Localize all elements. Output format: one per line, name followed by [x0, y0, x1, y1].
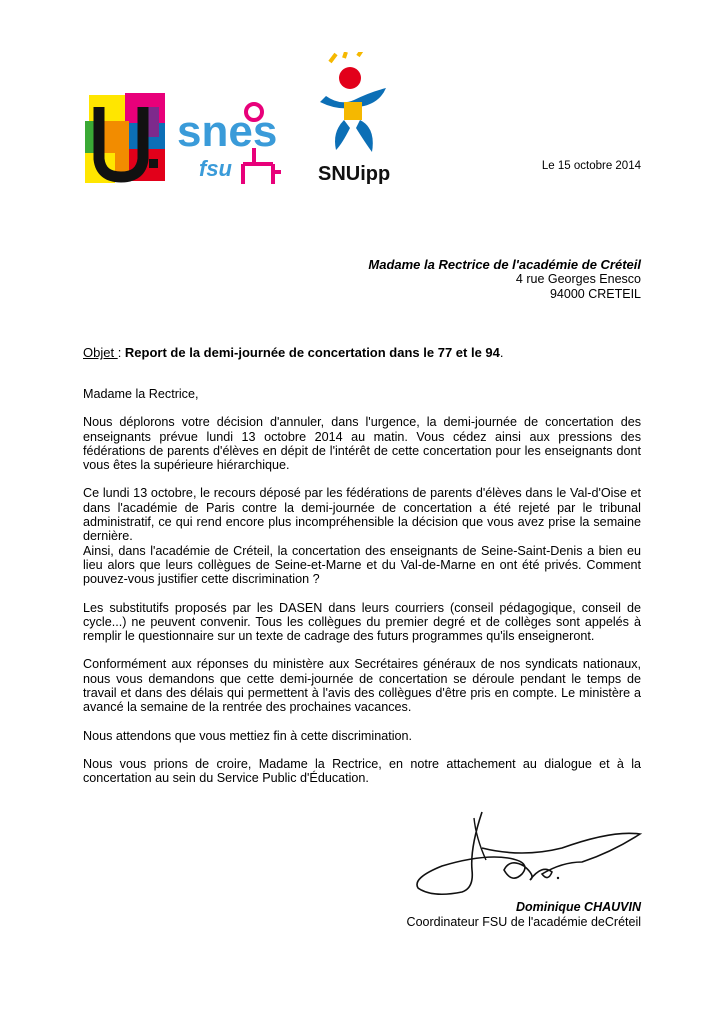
- signer-block: [407, 900, 641, 930]
- subject-label: Objet: [83, 345, 118, 360]
- subject-end: .: [499, 345, 504, 360]
- paragraph-2b: Ainsi, dans l'académie de Créteil, la concertation des enseignants de Seine-Saint-Denis a bien eu lieu alors que leurs collègues de Seine-et-Marne et du Val-de-Marne en ont été privés. Comment pouvez-vous justifier cette discrimination ?: [83, 543, 641, 587]
- fsu-logo-text: fsu: [199, 156, 232, 181]
- snes-fsu-logo: [177, 102, 307, 188]
- subject-text: Report de la demi-journée de concertation dans le 77 et le 94: [124, 345, 500, 360]
- recipient-city: 94000 CRETEIL: [549, 287, 641, 301]
- recipient-block: [368, 257, 641, 302]
- union-u-logo: [85, 93, 167, 183]
- salutation: Madame la Rectrice,: [83, 387, 199, 401]
- paragraph-6: Nous vous prions de croire, Madame la Rectrice, en notre attachement au dialogue et à la concertation au sein du Service Public d'Éducation.: [83, 756, 641, 786]
- recipient-street: 4 rue Georges Enesco: [515, 272, 641, 286]
- snes-logo-text: snes: [177, 107, 278, 156]
- subject-colon: :: [117, 345, 125, 360]
- handwritten-signature: [412, 808, 644, 898]
- paragraph-5: Nous attendons que vous mettiez fin à cette discrimination.: [83, 728, 413, 743]
- letter-date: Le 15 octobre 2014: [541, 160, 641, 172]
- paragraph-1: Nous déplorons votre décision d'annuler, dans l'urgence, la demi-journée de concertation des enseignants prévue lundi 13 octobre 2014 au matin. Vous cédez ainsi aux pressions des fédérations de parents d'élèves en dépit de l'intérêt de cette concertation pour les enseignants dont vous êtes la supérieure hiérarchique.: [83, 415, 641, 473]
- signer-title: Coordinateur FSU de l'académie deCréteil: [406, 915, 641, 929]
- snuipp-logo: [310, 52, 400, 187]
- signer-name: Dominique CHAUVIN: [516, 900, 641, 914]
- letter-body: [83, 387, 641, 800]
- snuipp-logo-text: SNUipp: [318, 163, 391, 185]
- paragraph-2a: Ce lundi 13 octobre, le recours déposé par les fédérations de parents d'élèves dans le Val-d'Oise et dans l'académie de Paris contre la demi-journée de concertation a été rejeté par le tribunal administratif, ce qui rend encore plus incompréhensible la décision que vous avez prise la semaine dernière.: [83, 486, 641, 544]
- recipient-name: Madame la Rectrice de l'académie de Créteil: [368, 257, 641, 272]
- paragraph-4: Conformément aux réponses du ministère aux Secrétaires généraux de nos syndicats nationaux, nous vous demandons que cette demi-journée de concertation se déroule pendant le temps de travail et dans des délais qui permettent à l'avis des collègues d'être pris en compte. Le ministère a avancé la semaine de la rentrée des prochaines vacances.: [83, 657, 641, 715]
- paragraph-3: Les substitutifs proposés par les DASEN dans leurs courriers (conseil pédagogique, conseil de cycle...) ne peuvent convenir. Tous les collègues du premier degré et de collèges sont appelés à remplir le questionnaire sur un texte de cadrage des futurs programmes qu'ils enseigneront.: [83, 600, 641, 644]
- subject-line: [83, 345, 504, 360]
